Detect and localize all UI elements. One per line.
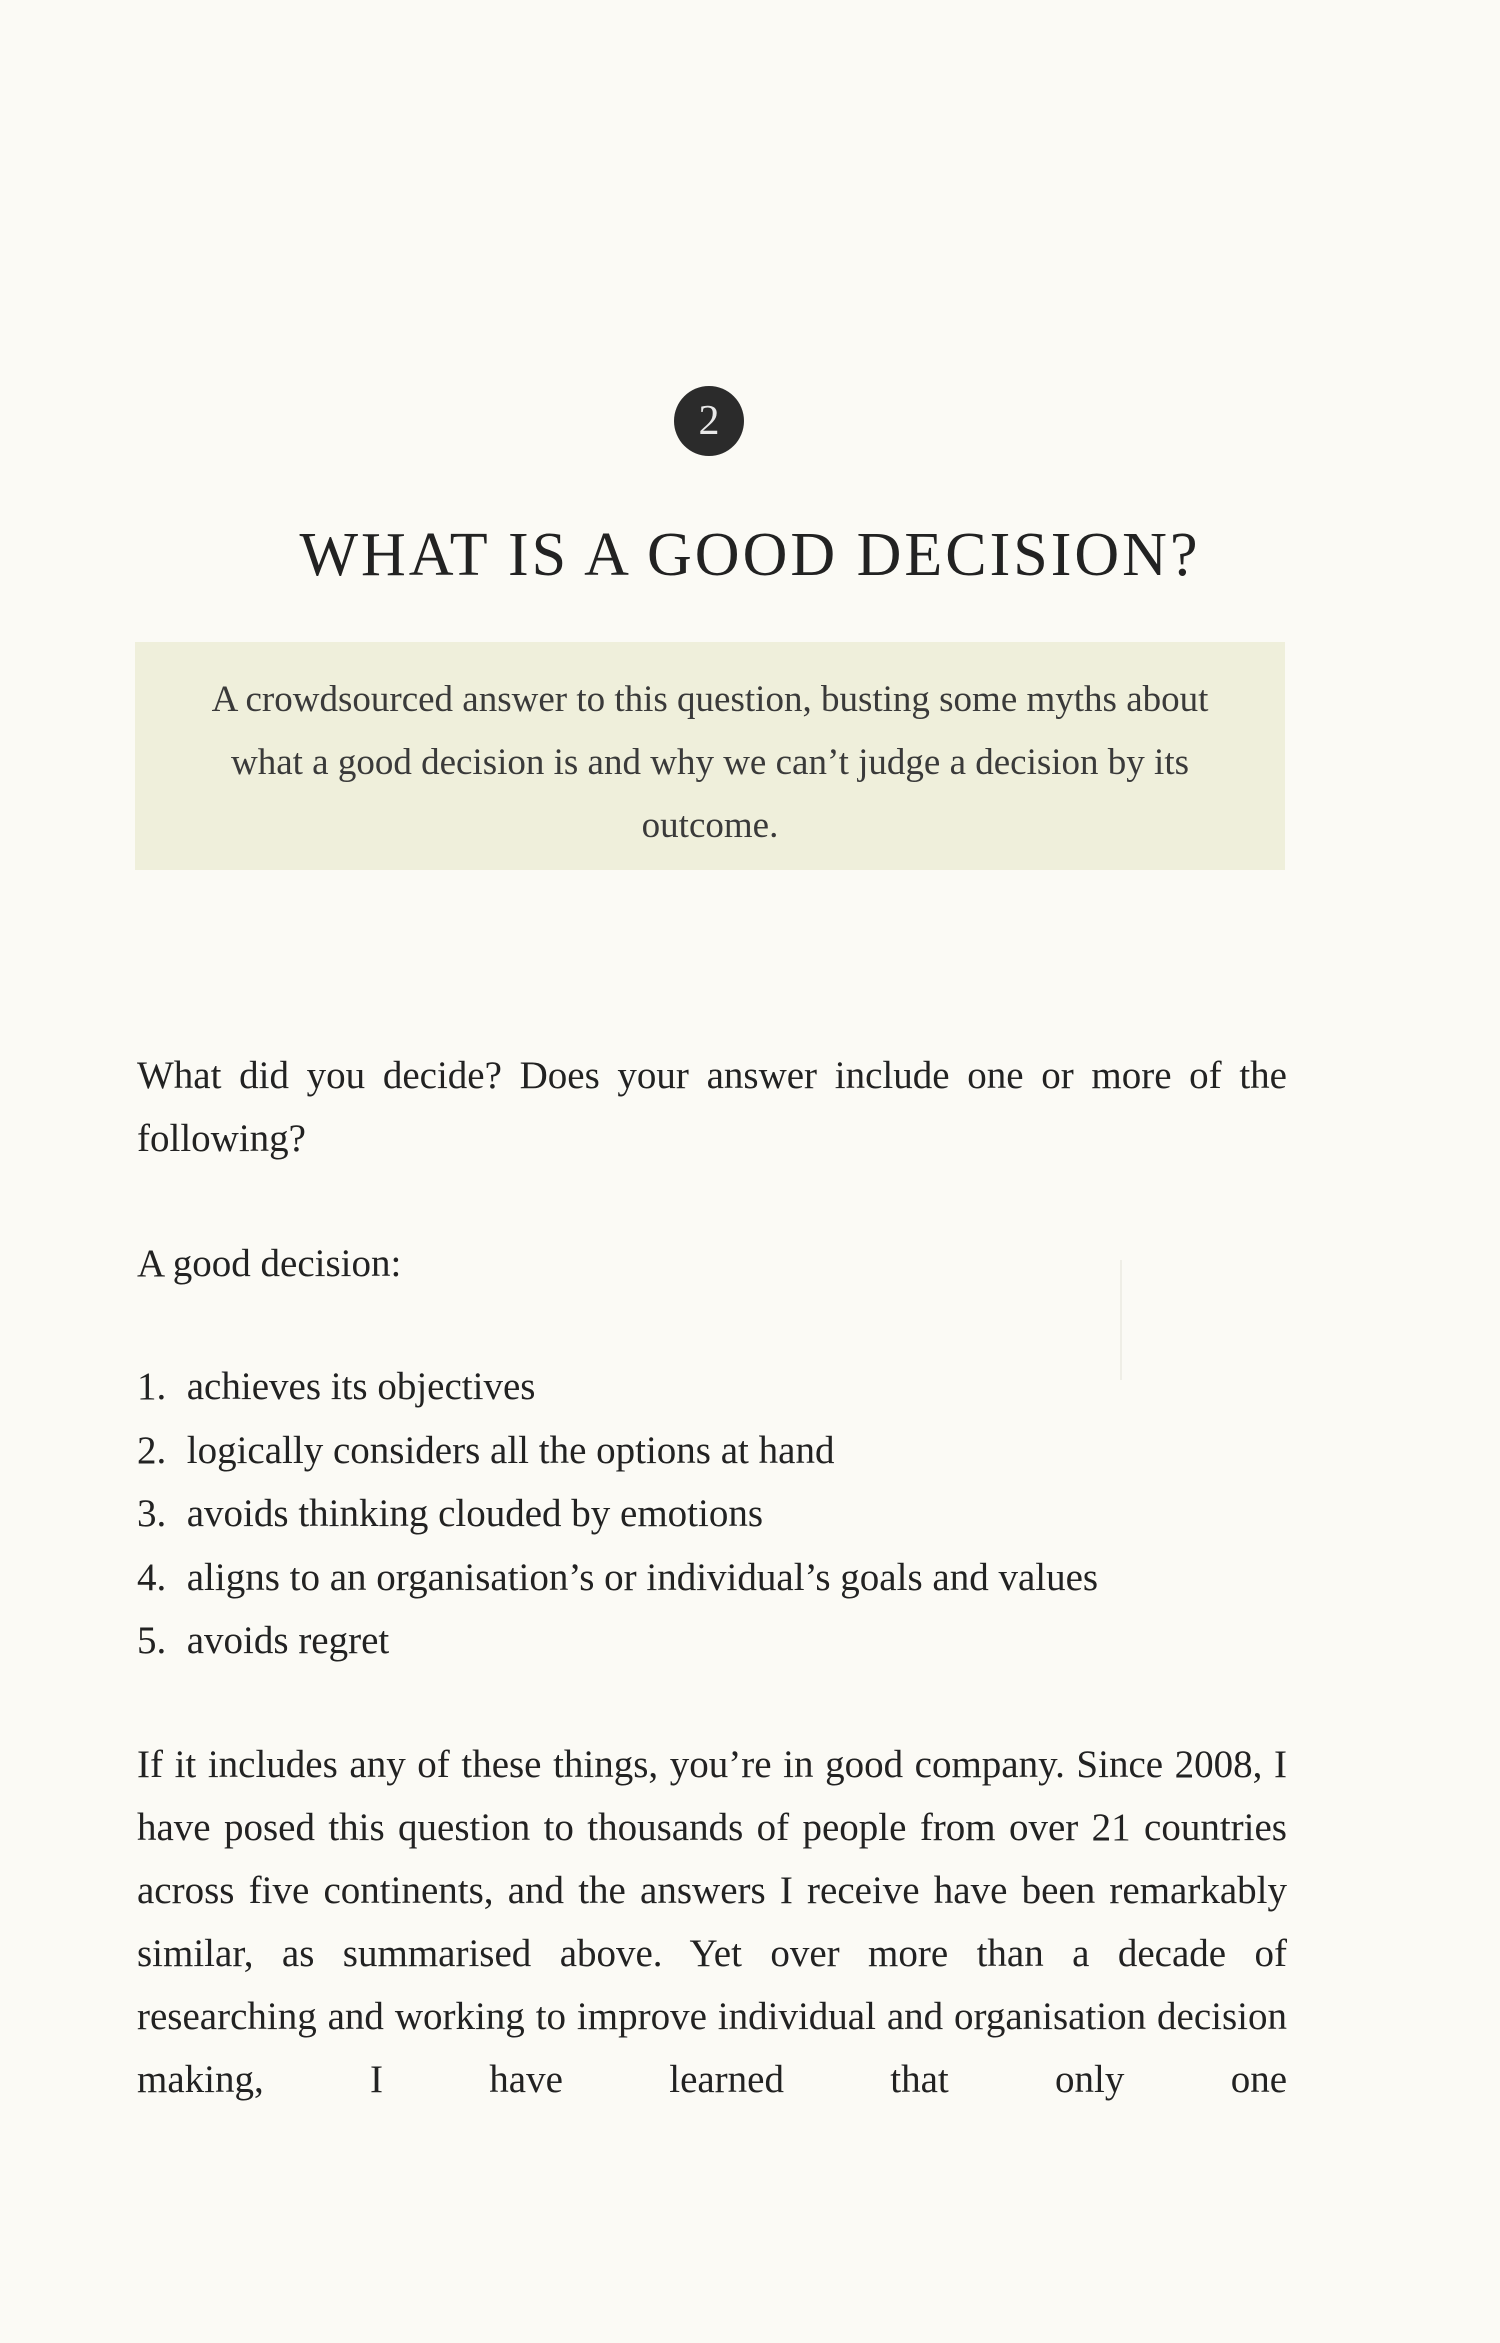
intro-paragraph: What did you decide? Does your answer include one or more of the following? [137, 1054, 1287, 1160]
list-item-text: avoids thinking clouded by emotions [186, 1492, 764, 1535]
chapter-summary: A crowdsourced answer to this question, busting some myths about what a good decision is and why we can’t judge a decision by its outcome. [211, 679, 1209, 846]
list-item [137, 1419, 1098, 1483]
list-item-number: 3. [137, 1492, 167, 1535]
list-item-text: logically considers all the options at hand [186, 1428, 835, 1472]
list-item [137, 1482, 1098, 1546]
list-item-number: 1. [137, 1365, 167, 1408]
list-item-number: 4. [137, 1555, 167, 1599]
list-item [137, 1355, 1098, 1419]
list-item-number: 2. [137, 1428, 167, 1472]
list-item-text: aligns to an organisation’s or individual’s goals and values [186, 1555, 1099, 1599]
body-paragraph: If it includes any of these things, you’re in good company. Since 2008, I have posed this question to thousands of people from over 21 countries across five continents, and the answers I receive have been remarkably similar, as summarised above. Yet over more than a decade of researching and working to improve individual and organisation decision making, I have learned that only one [137, 1743, 1287, 2101]
list-lead-in: A good decision: [137, 1242, 402, 1285]
list-item-text: avoids regret [186, 1619, 390, 1662]
list-item-text: achieves its objectives [186, 1365, 536, 1408]
good-decision-list [137, 1355, 1098, 1673]
chapter-title: WHAT IS A GOOD DECISION? [299, 521, 1201, 589]
chapter-number-badge: 2 [674, 386, 744, 456]
list-item [137, 1609, 1098, 1673]
scan-artifact-line [1120, 1260, 1122, 1380]
list-item-number: 5. [137, 1619, 167, 1662]
list-item [137, 1546, 1098, 1610]
